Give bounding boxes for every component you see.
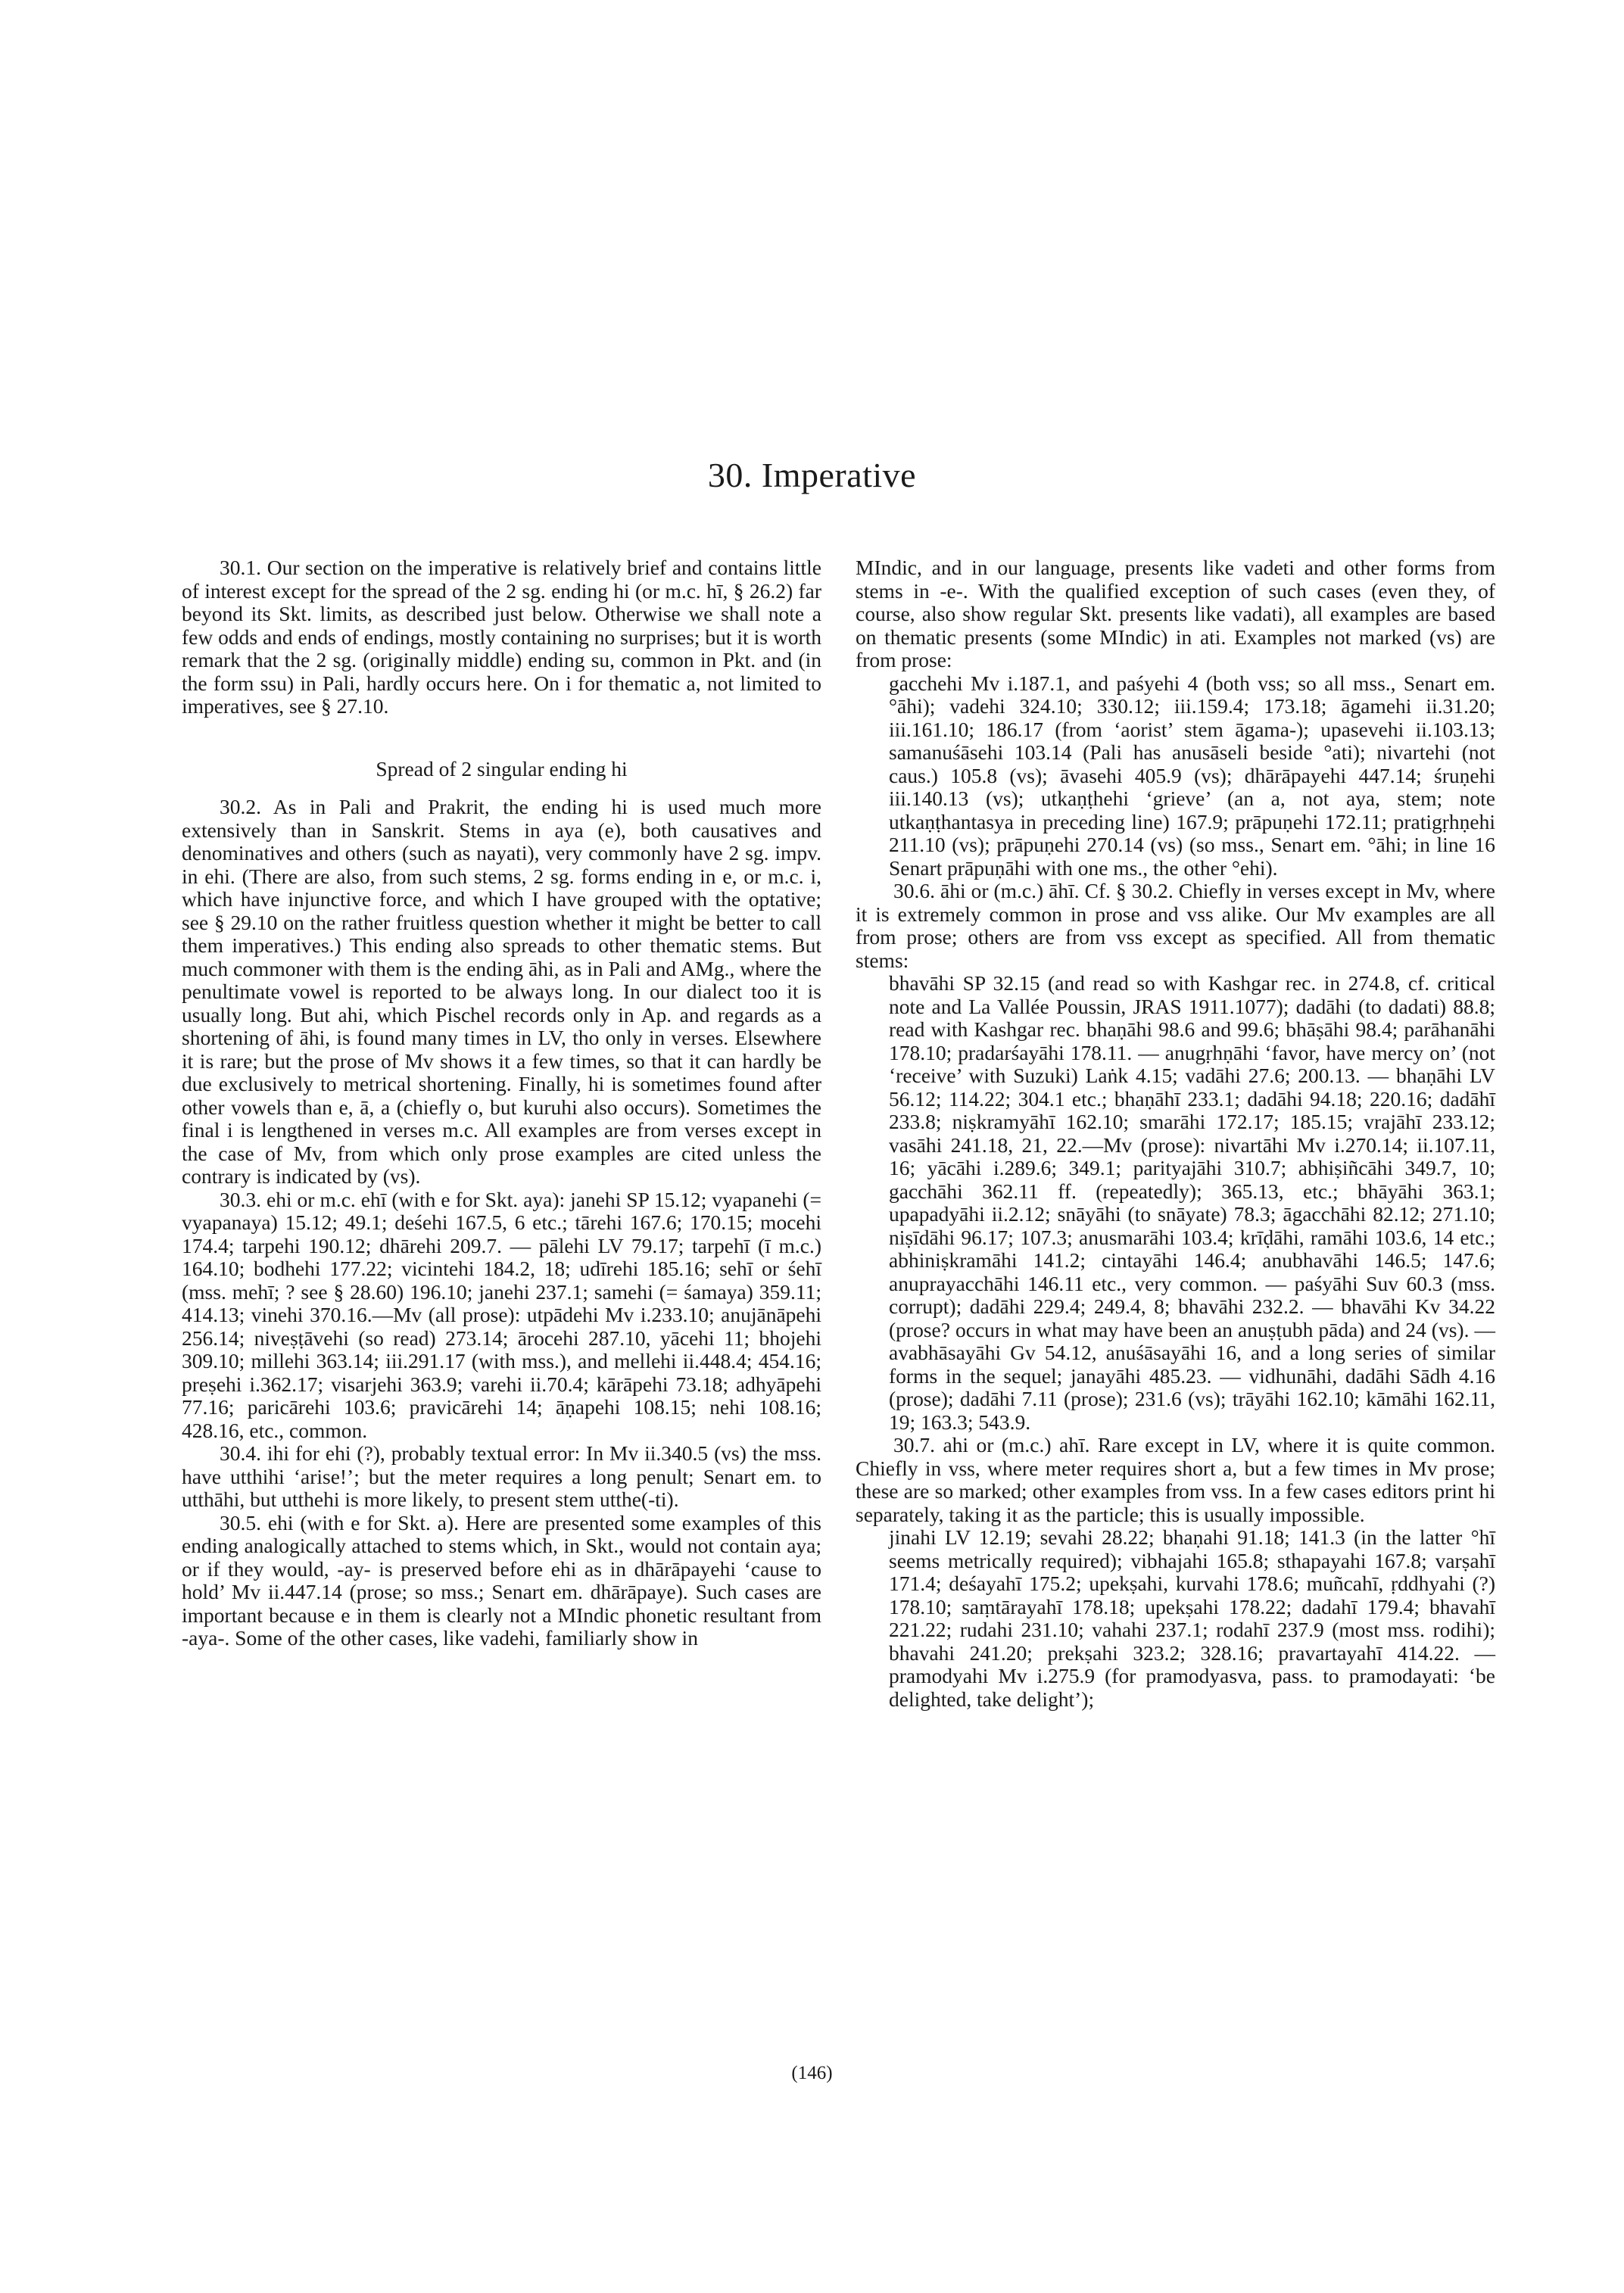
examples-30-7: jinahi LV 12.19; sevahi 28.22; bhaṇahi 91.18; 141.3 (in the latter °hī seems metrically required); vibhajahi 165.8; sthapayahi 167.8; varṣahī 171.4; deśayahī 175.2; upekṣahi, kurvahi 178.6; muñcahī, ṛddhyahi (?) 178.10; saṃtārayahī 178.18; upekṣahi 178.22; dadahī 179.4; bhavahī 221.22; rudahi 231.10; vahahi 237.1; rodahī 237.9 (most mss. rodihi); bhavahi 241.20; prekṣahi 323.2; 328.16; pravartayahī 414.22. — pramodyahi Mv i.275.9 (for pramodyasva, pass. to pramodayati: ‘be delighted, take delight’); [889,1525,1495,1711]
right-column [856,556,1495,1711]
section-30-6: 30.6. āhi or (m.c.) āhī. Cf. § 30.2. Chiefly in verses except in Mv, where it is extremely common in prose and vss alike. Our Mv examples are all from prose; others are from vss except as specified. All from thematic stems: [856,879,1495,972]
section-30-4: 30.4. ihi for ehi (?), probably textual error: In Mv ii.340.5 (vs) the mss. have utthihi ‘arise!’; but the meter requires a long penult; Senart em. to utthāhi, but utthehi is more likely, to present stem utthe(-ti). [182,1441,821,1511]
chapter-title: 30. Imperative [707,456,917,494]
page-number: (146) [791,2063,833,2083]
examples-30-5: gacchehi Mv i.187.1, and paśyehi 4 (both vss; so all mss., Senart em. °āhi); vadehi 324.10; 330.12; iii.159.4; 173.18; āgamehi ii.31.20; iii.161.10; 186.17 (from ‘aorist’ stem āgama-); upasevehi ii.103.13; samanuśāsehi 103.14 (Pali has anusāseli beside °ati); nivartehi (not caus.) 105.8 (vs); āvasehi 405.9 (vs); dhārāpayehi 447.14; śruṇehi iii.140.13 (vs); utkaṇṭhehi ‘grieve’ (an a, not aya, stem; note utkaṇṭhantasya in preceding line) 167.9; prāpuṇehi 172.11; pratigṛhṇehi 211.10 (vs); prāpuṇehi 270.14 (vs) (so mss., Senart em. °āhi; in line 16 Senart prāpuṇāhi with one ms., the other °ehi). [889,671,1495,880]
examples-30-6: bhavāhi SP 32.15 (and read so with Kashgar rec. in 274.8, cf. critical note and La Vallée Poussin, JRAS 1911.1077); dadāhi (to dadati) 88.8; read with Kashgar rec. bhaṇāhi 98.6 and 99.6; bhāṣāhi 98.4; parāhanāhi 178.10; pradarśayāhi 178.11. — anugṛhṇāhi ‘favor, have mercy on’ (not ‘receive’ with Suzuki) Laṅk 4.15; vadāhi 27.6; 200.13. — bhaṇāhi LV 56.12; 114.22; 304.1 etc.; bhaṇāhī 233.1; dadāhi 94.18; 220.16; dadāhī 233.8; niṣkramyāhī 162.10; smarāhi 172.17; 185.15; vrajāhī 233.12; vasāhi 241.18, 21, 22.—Mv (prose): nivartāhi Mv i.270.14; ii.107.11, 16; yācāhi i.289.6; 349.1; parityajāhi 310.7; abhiṣiñcāhi 349.7, 10; gacchāhi 362.11 ff. (repeatedly); 365.13, etc.; bhāyāhi 363.1; upapadyāhi ii.2.12; snāyāhi (to snāyate) 78.3; āgacchāhi 82.12; 271.10; niṣīdāhi 96.17; 107.3; anusmarāhi 103.4; krīḍāhi, ramāhi 103.6, 14 etc.; abhiniṣkramāhi 141.2; cintayāhi 146.4; anubhavāhi 146.5; 147.6; anuprayacchāhi 146.11 etc., very common. — paśyāhi Suv 60.3 (mss. corrupt); dadāhi 229.4; 249.4, 8; bhavāhi 232.2. — bhavāhi Kv 34.22 (prose? occurs in what may have been an anuṣṭubh pāda) and 24 (vs). — avabhāsayāhi Gv 54.12, anuśāsayāhi 16, and a long series of similar forms in the sequel; janayāhi 485.23. — vidhunāhi, dadāhi Sādh 4.16 (prose); dadāhi 7.11 (prose); 231.6 (vs); trāyāhi 162.10; kāmāhi 162.11, 19; 163.3; 543.9. [889,971,1495,1434]
section-30-1: 30.1. Our section on the imperative is relatively brief and contains little of interest except for the spread of the 2 sg. ending hi (or m.c. hī, § 26.2) far beyond its Skt. limits, as described just below. Otherwise we shall note a few odds and ends of endings, mostly containing no surprises; but it is worth remark that the 2 sg. (originally middle) ending su, common in Pkt. and (in the form ssu) in Pali, hardly occurs here. On i for thematic a, not limited to imperatives, see § 27.10. [182,556,821,718]
subsection-heading: Spread of 2 singular ending hi [376,756,628,780]
section-30-7: 30.7. ahi or (m.c.) ahī. Rare except in LV, where it is quite common. Chiefly in vss, where meter requires short a, but a few times in Mv prose; these are so marked; other examples from vss. In a few cases editors print hi separately, taking it as the particle; this is usually impossible. [856,1433,1495,1526]
section-30-2: 30.2. As in Pali and Prakrit, the ending hi is used much more extensively than in Sanskrit. Stems in aya (e), both causatives and denominatives and others (such as nayati), very commonly have 2 sg. impv. in ehi. (There are also, from such stems, 2 sg. forms ending in e, or m.c. i, which have injunctive force, and which I have grouped with the optative; see § 29.10 on the rather fruitless question whether it might be better to call them imperatives.) This ending also spreads to other thematic stems. But much commoner with them is the ending āhi, as in Pali and AMg., where the penultimate vowel is reported to be always long. In our dialect too it is usually long. But ahi, which Pischel records only in Ap. and regards as a shortening of āhi, is found many times in LV, tho only in verses. Elsewhere it is rare; but the prose of Mv shows it a few times, so that it can hardly be due exclusively to metrical shortening. Finally, hi is sometimes found after other vowels than e, ā, a (chiefly o, but kuruhi also occurs). Sometimes the final i is lengthened in verses m.c. All examples are from verses except in the case of Mv, from which only prose examples are cited unless the contrary is indicated by (vs). [182,795,821,1188]
left-column [182,556,821,1650]
section-30-5-continued: MIndic, and in our language, presents like vadeti and other forms from stems in -e-. With the qualified exception of such cases (even they, of course, also show regular Skt. presents like vadati), all examples are based on thematic presents (some MIndic) in ati. Examples not marked (vs) are from prose: [856,556,1495,671]
section-30-5: 30.5. ehi (with e for Skt. a). Here are presented some examples of this ending analogically attached to stems which, in Skt., would not contain aya; or if they would, -ay- is preserved before ehi as in dhārāpayehi ‘cause to hold’ Mv ii.447.14 (prose; so mss.; Senart em. dhārāpaye). Such cases are important because e in them is clearly not a MIndic phonetic resultant from -aya-. Some of the other cases, like vadehi, familiarly show in [182,1510,821,1650]
section-30-3: 30.3. ehi or m.c. ehī (with e for Skt. aya): janehi SP 15.12; vyapanehi (= vyapanaya) 15.12; 49.1; deśehi 167.5, 6 etc.; tārehi 167.6; 170.15; mocehi 174.4; tarpehi 190.12; dhārehi 209.7. — pālehi LV 79.17; tarpehī (ī m.c.) 164.10; bodhehi 177.22; vicintehi 184.2, 18; udīrehi 185.16; sehī or śehī (mss. mehī; ? see § 28.60) 196.10; janehi 237.1; samehi (= śamaya) 359.11; 414.13; vinehi 370.16.—Mv (all prose): utpādehi Mv i.233.10; anujānāpehi 256.14; niveṣṭāvehi (so read) 273.14; ārocehi 287.10, yācehi 11; bhojehi 309.10; millehi 363.14; iii.291.17 (with mss.), and mellehi ii.448.4; 454.16; preṣehi i.362.17; visarjehi 363.9; varehi ii.70.4; kārāpehi 73.18; adhyāpehi 77.16; paricārehi 103.6; pravicārehi 14; āṇapehi 108.15; nehi 108.16; 428.16, etc., common. [182,1187,821,1442]
